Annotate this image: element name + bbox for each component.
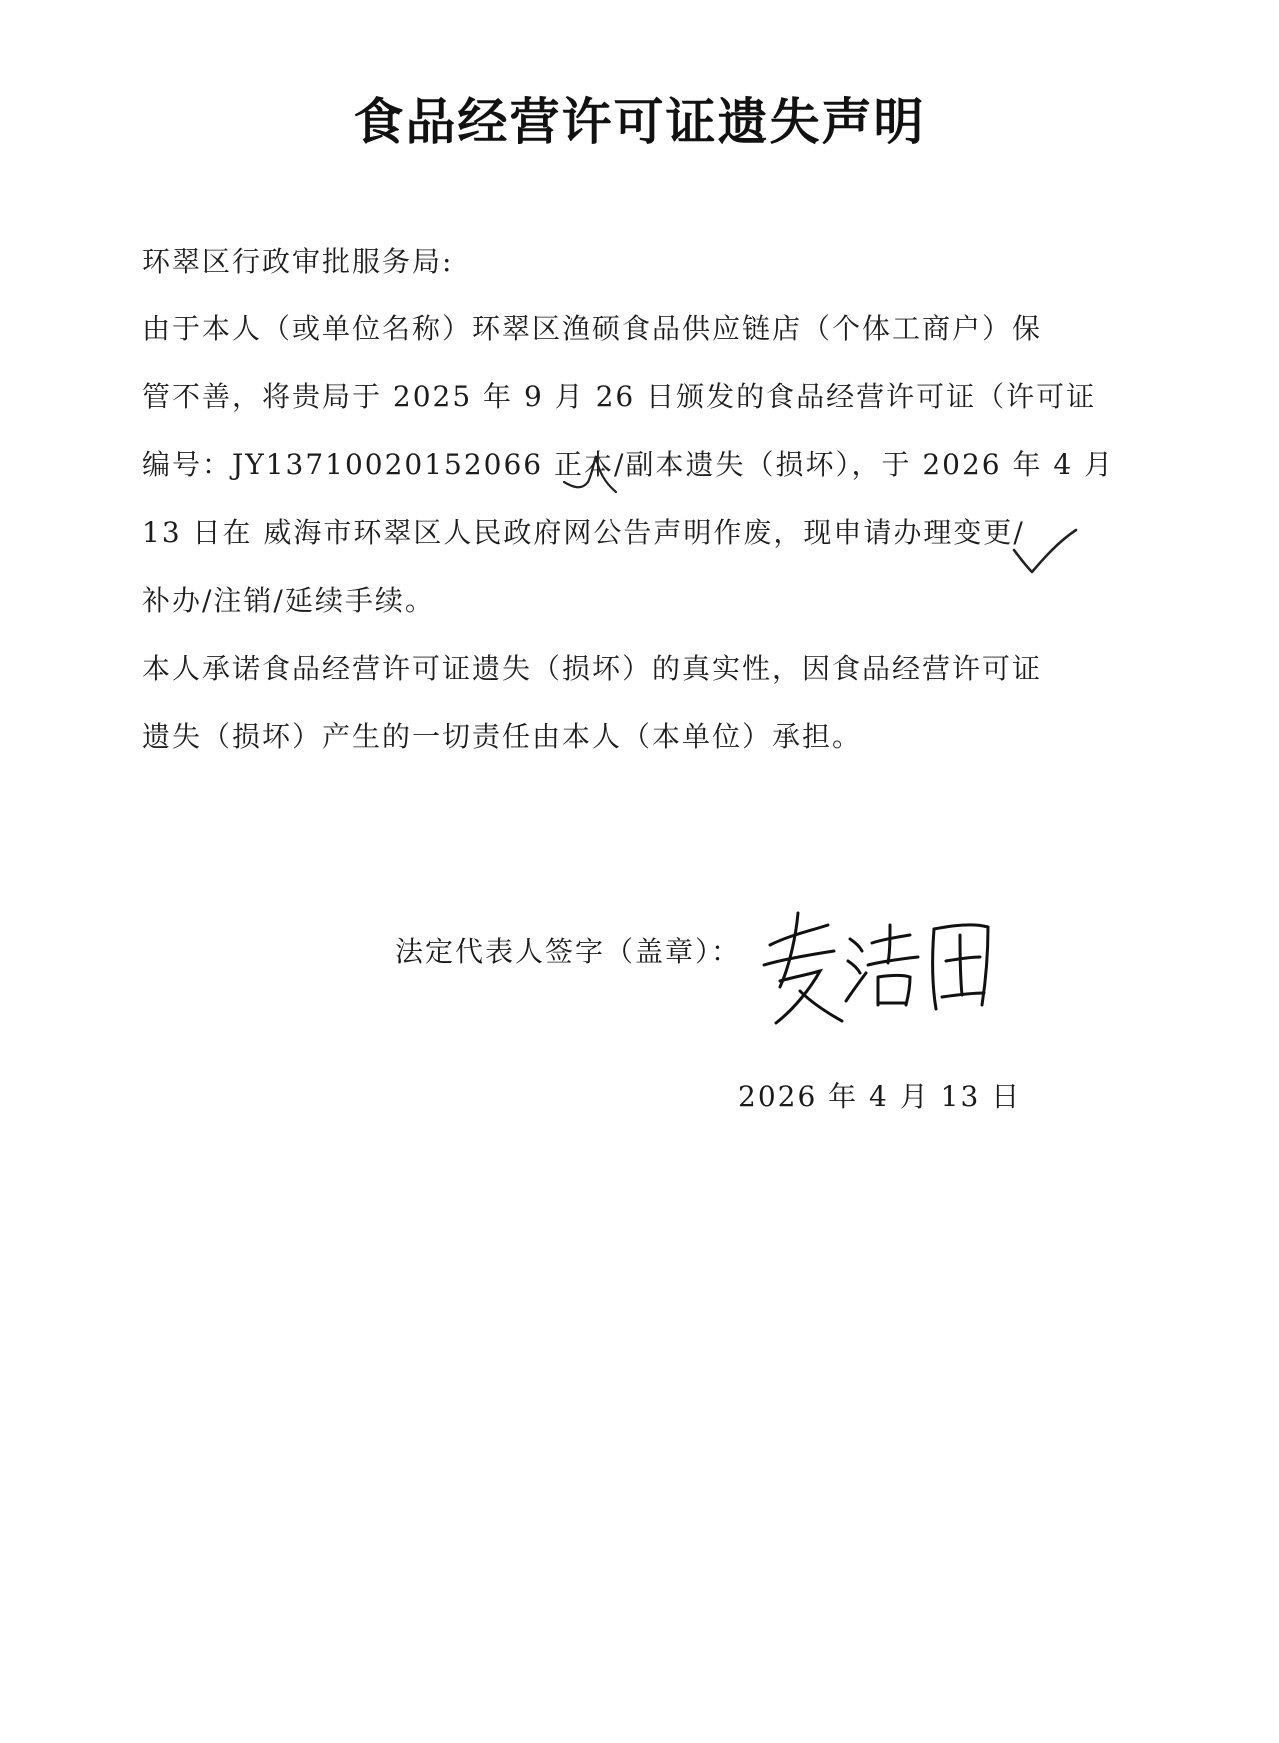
document-title: 食品经营许可证遗失声明 — [353, 93, 926, 151]
paragraph-line: 由于本人（或单位名称）环翠区渔硕食品供应链店（个体工商户）保 — [142, 312, 1043, 345]
commitment-paragraph — [142, 635, 1082, 771]
paragraph-line: 补办/注销/延续手续。 — [142, 584, 435, 617]
addressee: 环翠区行政审批服务局: — [142, 245, 454, 278]
signature-label: 法定代表人签字（盖章）： — [395, 935, 742, 968]
check-mark-icon — [1010, 528, 1080, 578]
paragraph-line: 遗失（损坏）产生的一切责任由本人（本单位）承担。 — [142, 720, 863, 753]
declaration-date: 2026 年 4 月 13 日 — [738, 1080, 1022, 1113]
paragraph-line: 13 日在 威海市环翠区人民政府网公告声明作废，现申请办理变更/ — [142, 516, 1025, 549]
paragraph-line: 管不善，将贵局于 2025 年 9 月 26 日颁发的食品经营许可证（许可证 — [142, 380, 1097, 413]
paragraph-line: 编号：JY13710020152066 正本/副本遗失（损坏），于 2026 年 4 月 — [142, 448, 1115, 481]
handwritten-signature — [750, 905, 1000, 1035]
paragraph-line: 本人承诺食品经营许可证遗失（损坏）的真实性，因食品经营许可证 — [142, 652, 1043, 685]
handwritten-mark-icon — [560, 452, 620, 502]
